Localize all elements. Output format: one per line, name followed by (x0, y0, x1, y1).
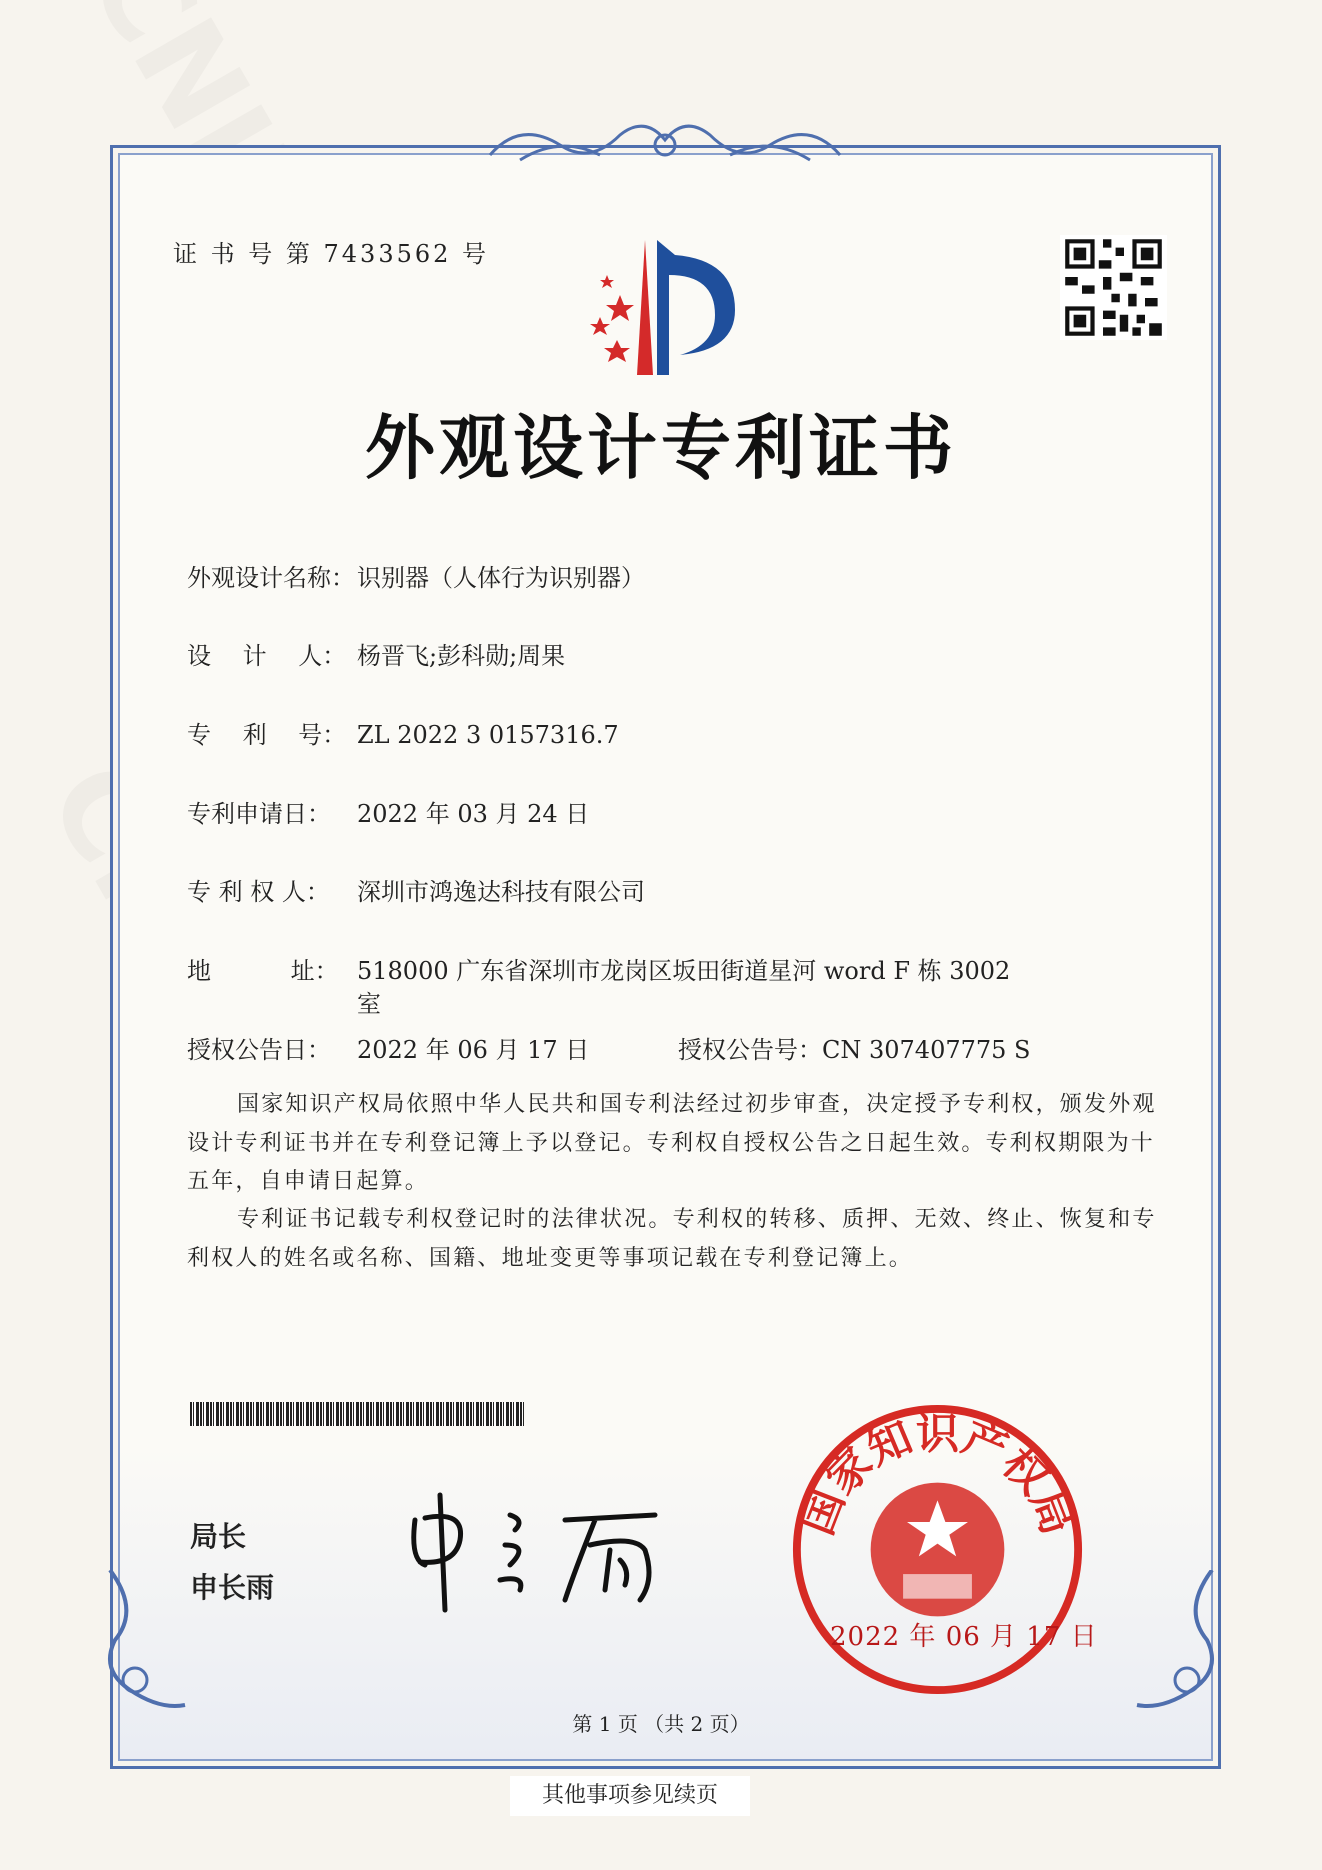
corner-ornament-icon (1132, 1570, 1222, 1720)
director-title: 局长 (190, 1520, 247, 1553)
field-value: 杨晋飞;彭科勋;周果 (357, 642, 566, 670)
field-label: 专 利 号： (187, 721, 347, 749)
field-label: 设 计 人： (187, 642, 347, 670)
field-address-cont: 室 (357, 990, 381, 1018)
corner-ornament-icon (100, 1570, 190, 1720)
paragraph-legal-status: 专利证书记载专利权登记时的法律状况。专利权的转移、质押、无效、终止、恢复和专利权人的姓名或名称、国籍、地址变更等事项记载在专利登记簿上。 (187, 1207, 1157, 1271)
field-announcement-number (678, 1030, 1031, 1065)
field-label: 授权公告日： (187, 1036, 331, 1064)
director-name: 申长雨 (190, 1571, 275, 1604)
top-ornament-icon (480, 115, 850, 175)
field-address (187, 951, 1010, 986)
field-value: CN 307407775 S (822, 1036, 1031, 1064)
seal-text: 国家知识产权局 (792, 1409, 1083, 1542)
paragraph-grant: 国家知识产权局依照中华人民共和国专利法经过初步审查，决定授予专利权，颁发外观设计专利证书并在专利登记簿上予以登记。专利权自授权公告之日起生效。专利权期限为十五年，自申请日起算。 (187, 1092, 1157, 1194)
certificate-number: 证 书 号 第 7433562 号 (173, 240, 490, 268)
qr-code (1060, 235, 1167, 340)
cnipa-logo (565, 235, 765, 385)
seal-date: 2022 年 06 月 17 日 (830, 1622, 1098, 1652)
field-value: 518000 广东省深圳市龙岗区坂田街道星河 word F 栋 3002 (357, 957, 1011, 985)
certificate-title: 外观设计专利证书 (365, 407, 957, 489)
field-label: 专 利 权 人： (187, 878, 330, 906)
field-value: ZL 2022 3 0157316.7 (357, 721, 619, 749)
field-grant-date (187, 1030, 589, 1065)
page-indicator: 第 1 页 （共 2 页） (572, 1712, 750, 1736)
signature (405, 1490, 685, 1615)
field-patentee (187, 872, 645, 907)
barcode (190, 1402, 524, 1426)
field-value: 2022 年 03 月 24 日 (357, 800, 590, 828)
field-label: 外观设计名称： (187, 564, 355, 592)
field-value: 识别器（人体行为识别器） (357, 564, 645, 592)
field-design-name (187, 558, 645, 593)
continued-note: 其他事项参见续页 (510, 1776, 750, 1816)
field-value: 深圳市鸿逸达科技有限公司 (357, 878, 645, 906)
field-value: 2022 年 06 月 17 日 (357, 1036, 590, 1064)
field-application-date (187, 794, 589, 829)
field-patent-number (187, 715, 619, 750)
field-label: 专利申请日： (187, 800, 331, 828)
field-label: 授权公告号： (678, 1036, 822, 1064)
field-label: 地 址： (187, 957, 339, 985)
field-designers (187, 636, 565, 671)
